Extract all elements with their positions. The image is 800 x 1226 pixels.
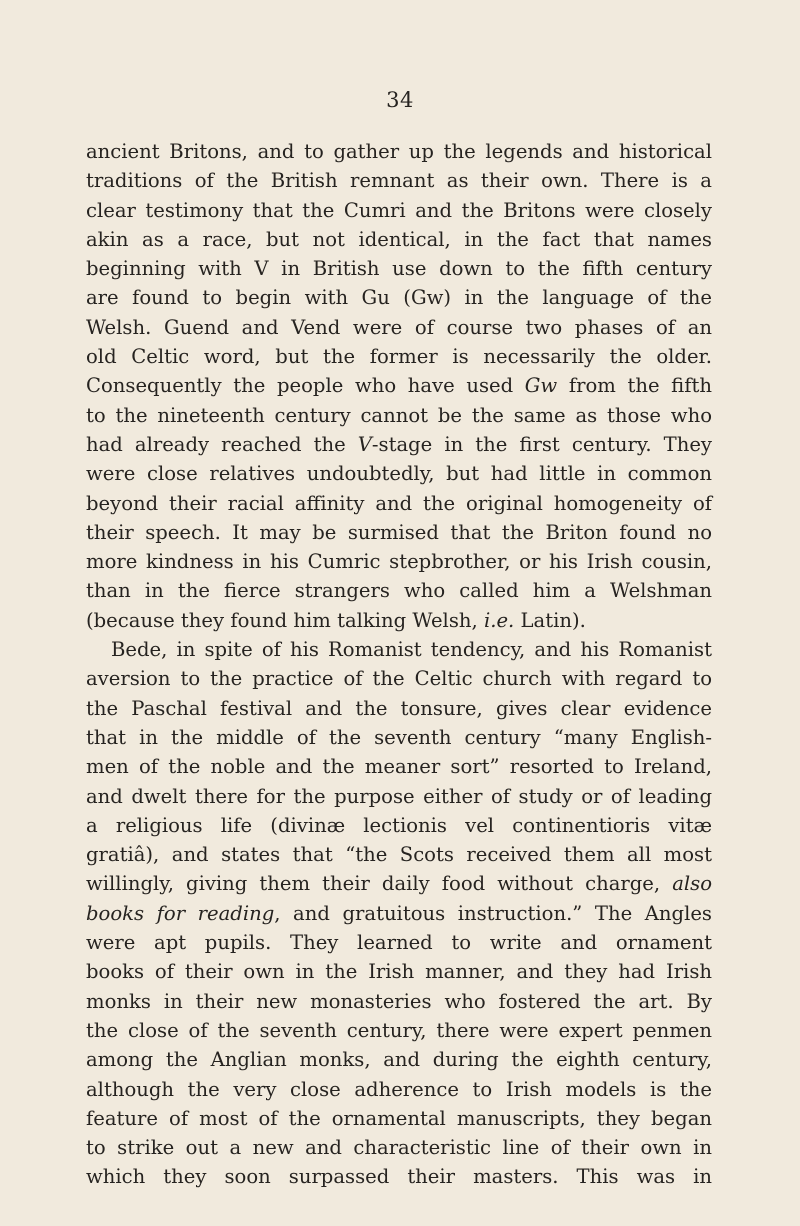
italic-term: also <box>672 872 712 896</box>
text-line: than in the fierce strangers who called him a Welshman <box>86 579 712 603</box>
paragraph-end-line: (because they found him talking Welsh, i.e. Latin). <box>86 608 586 632</box>
italic-term: i.e. <box>483 608 515 632</box>
italic-term: Gw <box>524 374 558 398</box>
text-line: were apt pupils. They learned to write and ornament <box>86 931 712 955</box>
italic-term: books for reading <box>86 901 275 925</box>
text-line: books of their own in the Irish manner, and they had Irish <box>86 960 712 984</box>
text-line: monks in their new monasteries who fostered the art. By <box>86 989 712 1013</box>
text-line: more kindness in his Cumric stepbrother, or his Irish cousin, <box>86 550 712 574</box>
text-line: which they soon surpassed their masters. This was in <box>86 1165 712 1189</box>
text-line: ancient Britons, and to gather up the legends and historical <box>86 140 712 163</box>
text-line: traditions of the British remnant as their own. There is a <box>86 169 712 193</box>
text-line: gratiâ), and states that “the Scots received them all most <box>86 843 712 867</box>
page-number: 34 <box>386 88 414 112</box>
text-line: their speech. It may be surmised that the Briton found no <box>86 520 712 544</box>
text-line: that in the middle of the seventh century “many English- <box>86 725 712 749</box>
paragraph-start-line: Bede, in spite of his Romanist tendency, and his Romanist <box>111 638 712 662</box>
text-line: the Paschal festival and the tonsure, gives clear evidence <box>86 696 712 720</box>
text-line: old Celtic word, but the former is necessarily the older. <box>86 345 712 369</box>
text-line: and dwelt there for the purpose either of study or of leading <box>86 784 712 808</box>
text-line: clear testimony that the Cumri and the Britons were closely <box>86 198 712 222</box>
text-line: Welsh. Guend and Vend were of course two phases of an <box>86 315 712 339</box>
text-line: are found to begin with Gu (Gw) in the language of the <box>86 286 712 310</box>
text-line: to strike out a new and characteristic line of their own in <box>86 1136 712 1160</box>
text-line: akin as a race, but not identical, in the fact that names <box>86 227 712 251</box>
text-line: to the nineteenth century cannot be the same as those who <box>86 403 712 427</box>
text-line: among the Anglian monks, and during the eighth century, <box>86 1048 712 1072</box>
body-text <box>86 137 712 1192</box>
text-line: although the very close adherence to Irish models is the <box>86 1077 712 1101</box>
text-line: had already reached the V-stage in the first century. They <box>86 432 712 456</box>
text-line: willingly, giving them their daily food without charge, also <box>86 872 712 896</box>
text-line: the close of the seventh century, there were expert penmen <box>86 1018 712 1042</box>
text-line: beyond their racial affinity and the original homogeneity of <box>86 491 712 515</box>
text-line: were close relatives undoubtedly, but had little in common <box>86 462 712 486</box>
text-line: books for reading, and gratuitous instruction.” The Angles <box>86 901 712 925</box>
text-line: men of the noble and the meaner sort” resorted to Ireland, <box>86 755 712 779</box>
text-line: feature of most of the ornamental manuscripts, they began <box>86 1106 712 1130</box>
text-line: aversion to the practice of the Celtic church with regard to <box>86 667 712 691</box>
text-line: beginning with V in British use down to the fifth century <box>86 257 712 281</box>
italic-term: V <box>357 432 372 456</box>
text-line: a religious life (divinæ lectionis vel continentioris vitæ <box>86 813 712 837</box>
text-line: Consequently the people who have used Gw from the fifth <box>86 374 712 398</box>
